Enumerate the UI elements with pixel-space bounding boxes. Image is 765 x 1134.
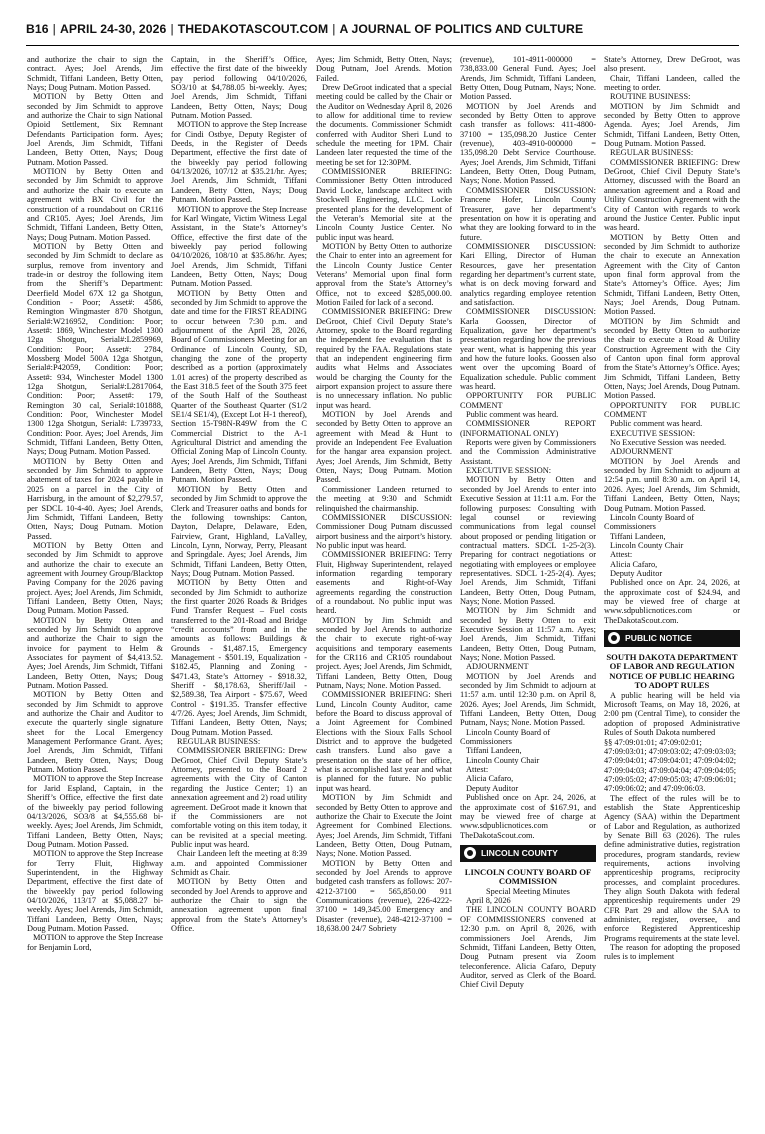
notice-paragraph: MOTION by Betty Otten to authorize the Chair to enter into an agreement for the Lincoln County Justice Center Veterans’ Memorial upon final form approval from the State’s Attorney’s Office, not to exceed $285,000.00. Motion Failed for lack of a second. (316, 241, 452, 307)
notice-paragraph: OPPORTUNITY FOR PUBLIC COMMENT (604, 400, 740, 420)
section-badge-label: LINCOLN COUNTY (481, 847, 558, 858)
column-4 (460, 55, 596, 1125)
section-badge (460, 845, 596, 862)
notice-paragraph: MOTION by Joel Arends and seconded by Betty Otten to approve an agreement with Mead & Hunt to provide an Independent Fee Evaluation for the hangar area expansion project. Ayes; Joel Arends, Jim Schmidt, Betty Otten, Nays; Doug Putnam. Motion Passed. (316, 410, 452, 485)
notice-paragraph: Alicia Cafaro, (610, 559, 658, 569)
notice-paragraph: MOTION to approve the Step Increase for Karl Wingate, Victim Witness Legal Assistant, in the State’s Attorney’s Office, effective the first date of the biweekly pay period following 04/10/2026, 108/10 at $35.86/hr. Ayes; Joel Arends, Jim Schmidt, Tiffani Landeen, Betty Otten, Nays; Doug Putnam. Motion Passed. (171, 204, 307, 289)
notice-paragraph: COMMISSIONER BRIEFING: Sheri Lund, Lincoln County Auditor, came before the Board to discuss approval of a Joint Agreement for Combined Elections with the Sioux Falls School District and to approve the budgeted cash transfers. Lund also gave a presentation on the state of her office, what is accomplished last year and what is planned for the future. No public input was heard. (316, 690, 452, 793)
notice-paragraph: No Executive Session was needed. (610, 438, 727, 448)
notice-paragraph: MOTION by Betty Otten and seconded by Jim Schmidt to approve abatement of taxes for 2024 payable in 2025 on a parcel in the City of Harrisburg, in the amount of $2,279.57, per SDCL 10-4-40. Ayes; Joel Arends, Jim Schmidt, Tiffani Landeen, Betty Otten, Nays; Doug Putnam. Motion Passed. (27, 456, 163, 541)
notice-paragraph: MOTION by Betty Otten and seconded by Jim Schmidt to approve the date and time for the FIRST READING to occur between 7:30 p.m. and adjournment of the April 28, 2026, Board of Commissioners Meeting for an Ordinance of Lincoln County, SD, changing the zone of the property described as a portion (approximately 1.01 acres) of the property described as the East 318.5 feet of the South 375 feet of the South Half of the Southeast Quarter of the Southeast Quarter (S1/2 SE1/4 SE1/4), (Except Lot H-1 thereof), Section 15-T98N-R49W from the C Commercial District to the A-1 Agricultural District and amending the Official Zoning Map of Lincoln County. Ayes; Joel Arends, Jim Schmidt, Tiffani Landeen, Betty Otten, Nays; Doug Putnam. Motion Passed. (171, 288, 307, 485)
notice-paragraph: Public comment was heard. (610, 419, 703, 429)
notice-paragraph: Tiffani Landeen, (610, 531, 666, 541)
notice-paragraph: MOTION by Joel Arends and seconded by Betty Otten to approve cash transfer as follows: 411-4800-37100 = 135,098.20 Justice Center (revenue), 403-4910-000000 = 135,098.20 Debt Service Courthouse. Ayes; Joel Arends, Jim Schmidt, Tiffani Landeen, Betty Otten, Doug Putnam, Nays; None. Motion Passed. (460, 101, 596, 186)
notice-paragraph: April 8, 2026 (466, 896, 511, 906)
notice-paragraph: A public hearing will be held via Microsoft Teams, on May 18, 2026, at 2:00 pm (Central Time), to consider the adoption of proposed Administrative Rules of South Dakota numbered (604, 690, 740, 738)
site-name: THEDAKOTASCOUT.COM (177, 22, 329, 36)
notice-paragraph: MOTION by Jim Schmidt and seconded by Betty Otten to authorize the chair to execute a Road & Utility Construction Agreement with the City of Canton upon final form approval from the State’s Attorney’s Office. Ayes; Jim Schmidt, Tiffani Landeen, Betty Otten, Nays; Joel Arends, Doug Putnam. Motion Passed. (604, 316, 740, 401)
notice-paragraph: Alicia Cafaro, (466, 774, 514, 784)
notice-paragraph: MOTION by Betty Otten and seconded by Jim Schmidt to approve and authorize the Chair and Auditor to execute the quarterly single signature sheet for the Local Emergency Management Performance Grant. Ayes; Joel Arends, Jim Schmidt, Tiffani Landeen, Betty Otten, Nays; Doug Putnam. Motion Passed. (27, 690, 163, 775)
notice-paragraph: MOTION by Jim Schmidt and seconded by Betty Otten to approve Agenda. Ayes; Joel Arends, Jim Schmidt, Tiffani Landeen, Betty Otten, Doug Putnam. Motion Passed. (604, 101, 740, 149)
notice-paragraph: MOTION by Betty Otten and seconded by Jim Schmidt to approve and authorize the chair to execute an agreement with Journey Group/Blacktop Paving Company for the 2026 paving project. Ayes; Joel Arends, Jim Schmidt, Tiffani Landeen, Betty Otten, Nays; Doug Putnam. Motion Passed. (27, 540, 163, 616)
column-3 (316, 55, 452, 1125)
issue-date: APRIL 24-30, 2026 (59, 22, 167, 36)
notice-paragraph: Chair, Tiffani Landeen, called the meeting to order. (604, 73, 740, 93)
notice-paragraph: COMMISSIONER BRIEFING: Terry Fluit, Highway Superintendent, relayed information regarding temporary easements and Right-of-Way agreements regarding the construction of a roundabout. No public input was heard. (316, 550, 452, 616)
notice-paragraph: MOTION to approve the Step Increase for Jarid Espland, Captain, in the Sheriff’s Office, effective the first date of the biweekly pay period following 04/13/2026, SO3/8 at $4,555.68 bi-weekly. Ayes; Joel Arends, Jim Schmidt, Tiffani Landeen, Betty Otten, Nays; Doug Putnam. Motion Passed. (27, 774, 163, 849)
notice-paragraph: Lincoln County Chair (610, 540, 684, 550)
notice-paragraph: ADJOURNMENT (610, 447, 673, 457)
notice-paragraph: MOTION to approve the Step Increase for Cindi Ostbye, Deputy Register of Deeds, in the Register of Deeds Department, effective the first date of the biweekly pay period following 04/13/2026, 107/12 at $35.21/hr. Ayes; Joel Arends, Jim Schmidt, Tiffani Landeen, Betty Otten, Nays; Doug Putnam. Motion Passed. (171, 120, 307, 205)
notice-paragraph: Lincoln County Board of Commissioners (460, 727, 551, 747)
notice-paragraph: Drew DeGroot indicated that a special meeting could be called by the Chair or the Auditor on Wednesday April 8, 2026 to allow for additional time to review the documents. Commissioner Schmidt conferred with Auditor Sheri Lund to schedule the meeting for 1PM. Chair Landeen later requested the time of the meeting be set for 12:30PM. (316, 83, 452, 167)
notice-headline: LINCOLN COUNTY BOARD OF COMMISSION (464, 866, 592, 887)
notice-paragraph: MOTION by Jim Schmidt and seconded by Joel Arends to authorize the chair to execute right-of-way acquisitions and temporary easements for the CR116 and CR105 roundabout project. Ayes; Joel Arends, Jim Schmidt, Tiffani Landeen, Betty Otten, Doug Putnam, Nays; None. Motion Passed. (316, 615, 452, 691)
notice-paragraph: COMMISSIONER BRIEFING: Drew DeGroot, Chief Civil Deputy State’s Attorney, spoke to the Board regarding the independent fee evaluation that is required by the FAA. Regulations state that an independent engineering firm audits what Helms and Associates would be charging the County for the airport expansion project to assure there is no unnecessary inflation. No public input was heard. (316, 307, 452, 410)
notice-paragraph: Tiffani Landeen, (466, 746, 522, 756)
notice-paragraph: Reports were given by Commissioners and the Commission Administrative Assistant. (460, 438, 596, 466)
notice-paragraph: COMMISSIONER DISCUSSION: Commissioner Doug Putnam discussed airport business and the airport’s history. No public input was heard. (316, 512, 452, 550)
notice-paragraph: COMMISSIONER DISCUSSION: Karla Goossen, Director of Equalization, gave her department’s presentation regarding how the previous year went, what is happening this year and how the future looks. Goossen also went over the upcoming Board of Equalization schedule. Public comment was heard. (460, 307, 596, 392)
page-number: B16 (26, 22, 49, 36)
notice-paragraph: Chair Landeen left the meeting at 8:39 a.m. and appointed Commissioner Schmidt as Chair. (171, 849, 307, 877)
notice-paragraph: MOTION to approve the Step Increase for Terry Fluit, Highway Superintendent, in the Highway Department, effective the first date of the biweekly pay period following 04/10/2026, 113/17 at $5,088.27 bi-weekly. Ayes; Joel Arends, Jim Schmidt, Tiffani Landeen, Betty Otten, Nays; Doug Putnam. Motion Passed. (27, 849, 163, 933)
notice-paragraph: OPPORTUNITY FOR PUBLIC COMMENT (460, 391, 596, 410)
notice-paragraph: MOTION by Betty Otten and seconded by Jim Schmidt to authorize the first quarter 2026 Roads & Bridges Fund Transfer Request – Fuel costs transferred to the 201-Road and Bridge “credit accounts” from and in the amounts as follows: Buildings & Grounds - $1,487.15, Emergency Management - $501.19, Equalization - $182.45, Planning and Zoning - $471.43, State’s Attorney - $918.32, Sheriff - $8,178.63, Sheriff/Jail - $2,589.38, Tea Airport - $75.67, Weed Control - $191.35. Transfer effective 4/7/26. Ayes; Joel Arends, Jim Schmidt, Tiffani Landeen, Betty Otten, Nays; Doug Putnam. Motion Passed. (171, 578, 307, 737)
section-badge (604, 630, 740, 647)
notice-paragraph: COMMISSIONER DISCUSSION: Francene Hofer, Lincoln County Treasurer, gave her department’s presentation on how it is operating and what they are looking forward to in the future. (460, 185, 596, 242)
notice-headline: SOUTH DAKOTA DEPARTMENT OF LABOR AND REGULATION NOTICE OF PUBLIC HEARING TO ADOPT RULES (606, 651, 738, 691)
section-logo-icon (464, 847, 476, 859)
header-rule (26, 45, 739, 46)
notice-paragraph: MOTION by Betty Otten and seconded by Joel Arends to enter into Executive Session at 11:11 a.m. For the following purposes: Consulting with legal counsel or reviewing communications from legal counsel about proposed or pending litigation or contractual matters. SDCL 1-25-2(3). Preparing for contract negotiations or negotiating with employees or employee representatives. SDCL 1-25-2(4). Ayes; Joel Arends, Jim Schmidt, Tiffani Landeen, Betty Otten, Doug Putnam, Nays; None. Motion Passed. (460, 475, 596, 606)
notice-paragraph: Special Meeting Minutes (486, 886, 570, 896)
notice-paragraph: MOTION by Jim Schmidt and seconded by Betty Otten to approve and authorize the Chair to Execute the Joint Agreement for Combined Elections. Ayes; Joel Arends, Jim Schmidt, Tiffani Landeen, Betty Otten, Doug Putnam, Nays; None. Motion Passed. (316, 793, 452, 859)
notice-paragraph: MOTION by Betty Otten and seconded by Jim Schmidt to authorize the chair to execute an Annexation Agreement with the City of Canton upon final form approval from the State’s Attorney’s Office. Ayes; Jim Schmidt, Tiffani Landeen, Betty Otten, Nays; Joel Arends, Doug Putnam. Motion Passed. (604, 232, 740, 317)
notice-paragraph: REGULAR BUSINESS: (610, 148, 694, 158)
notice-paragraph: MOTION by Betty Otten and seconded by Jim Schmidt to approve and authorize the Chair to sign National Opioid Settlement, Six Remnant Defendants Participation form. Ayes; Joel Arends, Jim Schmidt, Tiffani Landeen, Betty Otten, Nays; Doug Putnam. Motion Passed. (27, 92, 163, 167)
notice-paragraph: Attest: (610, 550, 633, 560)
notice-paragraph: (revenue), 101-4911-000000 = 738,833.00 General Fund. Ayes; Joel Arends, Jim Schmidt, Tiffani Landeen, Betty Otten, Doug Putnam, Nays; None. Motion Passed. (460, 55, 596, 102)
notice-paragraph: The reason for adopting the proposed rules is to implement (604, 943, 740, 962)
notice-paragraph: Commissioner Landeen returned to the meeting at 9:30 and Schmidt relinquished the chairmanship. (316, 484, 452, 513)
notice-paragraph: MOTION by Betty Otten and seconded by Jim Schmidt to approve and authorize the chair to execute an agreement with BX Civil for the construction of a roundabout on CR116 and CR105. Ayes; Joel Arends, Jim Schmidt, Tiffani Landeen, Betty Otten, Nays; Doug Putnam. Motion Passed. (27, 167, 163, 242)
notice-paragraph: Captain, in the Sheriff’s Office, effective the first date of the biweekly pay period following 04/10/2026, SO3/10 at $4,788.05 bi-weekly. Ayes; Joel Arends, Jim Schmidt, Tiffani Landeen, Betty Otten, Nays; Doug Putnam. Motion Passed. (171, 55, 307, 121)
notice-paragraph: The effect of the rules will be to establish the State Apprenticeship Agency (SAA) within the Department of Labor and Regulation, as authorized by Senate Bill 63 (2026). The rules define administrative duties, registration procedures, program standards, review requirements, actions involving apprenticeship programs, reciprocity processes, and complaint procedures. They align South Dakota with federal apprenticeship requirements under 29 CFR Part 29 and allow the SAA to administer, register, oversee, and enforce Registered Apprenticeship Programs requirements at the state level. (604, 793, 740, 943)
notice-paragraph: THE LINCOLN COUNTY BOARD OF COMMISSIONERS convened at 12:30 p.m. on April 8, 2026, with commissioners Joel Arends, Jim Schmidt, Tiffani Landeen, Betty Otten, Doug Putnam present via Zoom teleconference. Alicia Cafaro, Deputy Auditor, served as Clerk of the Board. Chief Civil Deputy (460, 905, 596, 990)
notice-paragraph: EXECUTIVE SESSION: (466, 466, 552, 476)
notice-paragraph: §§ 47:09:01:01; 47:09:02:01; 47:09:03:01; 47:09:03:02; 47:09:03:03; 47:09:04:01; 47:09:04:01; 47:09:04:02; 47:09:04:03; 47:09:04:04; 47:09:04:05; 47:09:05:02; 47:09:05:03; 47:09:06:01; 47:09:06:02; and 47:09:06:03. (604, 737, 737, 794)
section-logo-icon (608, 632, 620, 644)
column-1 (27, 55, 163, 1125)
notice-paragraph: MOTION to approve the Step Increase for Benjamin Lord, (27, 933, 163, 952)
notice-paragraph: State’s Attorney, Drew DeGroot, was also present. (604, 55, 740, 74)
column-5 (604, 55, 740, 1125)
notice-paragraph: MOTION by Betty Otten and seconded by Jim Schmidt to approve the Clerk and Treasurer oaths and bonds for the following townships: Canton, Dayton, Delapre, Delaware, Eden, Fairview, Grant, Highland, LaValley, Lincoln, Lynn, Norway, Perry, Pleasant and Springdale. Ayes; Joel Arends, Jim Schmidt, Tiffani Landeen, Betty Otten, Nays; Doug Putnam. Motion Passed. (171, 484, 307, 578)
page-header: B16 | APRIL 24-30, 2026 | THEDAKOTASCOUT.COM | A JOURNAL OF POLITICS AND CULTURE (26, 22, 584, 36)
notice-paragraph: MOTION by Joel Arends and seconded by Jim Schmidt to adjourn at 12:54 p.m. until 8:30 a.m. on April 14, 2026. Ayes; Joel Arends, Jim Schmidt, Tiffani Landeen, Betty Otten, Nays; Doug Putnam. Motion Passed. (604, 456, 740, 513)
notice-paragraph: Public comment was heard. (466, 410, 559, 420)
notice-paragraph: Ayes; Jim Schmidt, Betty Otten, Nays; Doug Putnam, Joel Arends. Motion Failed. (316, 55, 452, 83)
notice-paragraph: Published once on Apr. 24, 2026, at the approximate cost of $24.94, and may be viewed free of charge at www.sdpublicnotices.com or TheDakotaScout.com. (604, 578, 740, 625)
notice-paragraph: MOTION by Betty Otten and seconded by Joel Arends to approve and authorize the Chair to sign the annexation agreement upon final approval from the State’s Attorney’s Office. (171, 877, 307, 933)
notice-paragraph: COMMISSIONER REPORT (INFORMATIONAL ONLY) (460, 419, 596, 438)
notice-paragraph: MOTION by Jim Schmidt and seconded by Betty Otten to exit Executive Session at 11:57 a.m. Ayes; Joel Arends, Jim Schmidt, Tiffani Landeen, Betty Otten, Doug Putnam, Nays; None. Motion Passed. (460, 606, 596, 662)
notice-paragraph: ROUTINE BUSINESS: (610, 92, 691, 102)
notice-paragraph: MOTION by Betty Otten and seconded by Jim Schmidt to declare as surplus, remove from inventory and trade-in or destroy the following item from the Sheriff’s Department: Deerfield Model 67X 12 ga Shotgun, Condition - Poor; Asset#: 4586, Remington Wingmaster 870 Shotgun, Serial#:W216952, Condition: Poor; Asset#: 1869, Winchester Model 1300 12ga Shotgun, Serial#:L2859969, Condition: Poor; Asset#: 2784, Mossberg Model 500A 12ga Shotgun, Serial#:P42059, Condition: Poor; Asset#: 934, Winchester Model 1300 12ga Shotgun, Serial#:L2817064, Condition: Poor; Asset#: 179, Remington 30 cal, Serial#:101888, Condition: Poor, Winchester Model 1300 12ga Shotgun, Serial#: L739733, Condition: Poor. Ayes; Joel Arends, Jim Schmidt, Tiffani Landeen, Betty Otten, Nays; Doug Putnam. Motion Passed. (27, 241, 163, 457)
notice-paragraph: Attest: (466, 765, 489, 775)
tagline: A JOURNAL OF POLITICS AND CULTURE (339, 22, 584, 36)
notice-paragraph: Published once on Apr. 24, 2026, at the approximate cost of $167.91, and may be viewed free of charge at www.sdpublicnotices.com or TheDakotaScout.com. (460, 793, 596, 840)
notice-paragraph: Lincoln County Chair (466, 755, 540, 765)
notice-paragraph: COMMISSIONER DISCUSSION: Kari Elling, Director of Human Resources, gave her presentation regarding her department’s current state, what is on deck moving forward and analytics regarding employee retention and satisfaction. (460, 241, 596, 307)
notice-paragraph: Deputy Auditor (466, 783, 519, 793)
notice-paragraph: Lincoln County Board of Commissioners (604, 512, 695, 532)
notice-paragraph: MOTION by Betty Otten and seconded by Jim Schmidt to approve and authorize the Chair to sign the invoice for payment to Helm & Associates for payment of $4,413.52. Ayes; Joel Arends, Jim Schmidt, Tiffani Landeen, Betty Otten, Nays; Doug Putnam. Motion Passed. (27, 615, 163, 691)
section-badge-label: PUBLIC NOTICE (625, 632, 692, 643)
notice-paragraph: MOTION by Joel Arends and seconded by Jim Schmidt to adjourn at 11:57 a.m. until 12:30 p.m. on April 8, 2026. Ayes; Joel Arends, Jim Schmidt, Tiffani Landeen, Betty Otten, Doug Putnam, Nays; None. Motion Passed. (460, 671, 596, 728)
notice-paragraph: Deputy Auditor (610, 568, 663, 578)
notice-paragraph: EXECUTIVE SESSION: (610, 428, 696, 438)
notice-paragraph: and authorize the chair to sign the contract. Ayes; Joel Arends, Jim Schmidt, Tiffani Landeen, Betty Otten, Nays; Doug Putnam. Motion Passed. (27, 55, 163, 93)
notice-paragraph: REGULAR BUSINESS: (177, 737, 261, 747)
notice-paragraph: COMMISSIONER BRIEFING: Drew DeGroot, Chief Civil Deputy State’s Attorney, presented to the Board 2 agreements with the City of Canton regarding the Justice Center; 1) an annexation agreement and 2) road utility agreement. DeGroot made it known that if the Commissioners are not comfortable voting on this item today, it can be revisited at a special meeting. Public input was heard. (171, 746, 307, 849)
column-2 (171, 55, 307, 1125)
notice-paragraph: ADJOURNMENT (466, 662, 529, 672)
notice-paragraph: COMMISSIONER BRIEFING: Drew DeGroot, Chief Civil Deputy State’s Attorney, discussed with the Board an annexation agreement and a Road and Utility Construction Agreement with the City of Canton with regards to work around the Justice Center. Public input was heard. (604, 157, 740, 233)
notice-paragraph: COMMISSIONER BRIEFING: Commissioner Betty Otten introduced David Locke, landscape architect with Stockwell Engineering, LLC. Locke presented plans for the development of the Veteran’s Memorial site at the Lincoln County Justice Center. No public input was heard. (316, 167, 452, 242)
notice-paragraph: MOTION by Betty Otten and seconded by Joel Arends to approve budgeted cash transfers as follows: 207-4212-37100 = 565,850.00 911 Communications (revenue), 226-4222-37100 = 149,345.00 Emergency and Disaster (revenue), 248-4212-37100 = 18,638.00 24/7 Sobriety (316, 858, 452, 933)
